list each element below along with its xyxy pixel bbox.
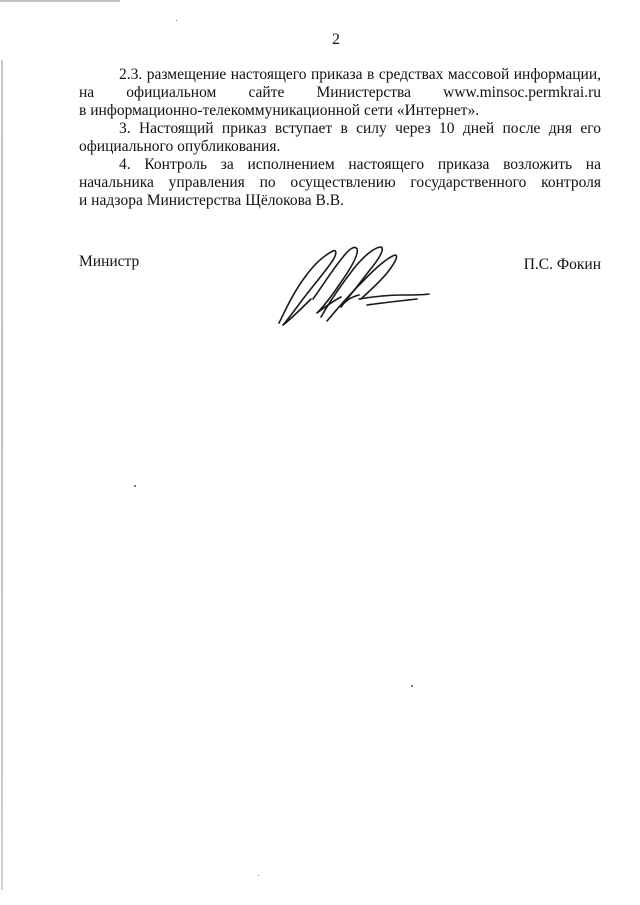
signer-title: Министр: [79, 253, 140, 270]
text-line: 4. Контроль за исполнением настоящего приказа возложить на: [119, 156, 601, 173]
document-body: [79, 66, 601, 210]
scan-speck: [411, 685, 413, 687]
scan-speck: [258, 875, 259, 876]
text-line: и надзора Министерства Щёлокова В.В.: [79, 192, 344, 209]
text-line: 3. Настоящий приказ вступает в силу через 10 дней после дня его: [119, 120, 601, 137]
paragraph-2-3: [79, 66, 601, 120]
text-line: официального опубликования.: [79, 138, 281, 155]
scan-edge-left: [1, 60, 3, 890]
paragraph-3: [79, 120, 601, 156]
page-number: 2: [332, 31, 340, 48]
scan-edge-top: [0, 0, 120, 2]
text-line: на официальном сайте Министерства www.minsoc.permkrai.ru: [79, 84, 601, 101]
signature-block: [79, 253, 601, 343]
text-line: в информационно-телекоммуникационной сети «Интернет».: [79, 102, 480, 119]
paragraph-4: [79, 156, 601, 210]
scan-speck: [176, 20, 177, 21]
text-line: 2.3. размещение настоящего приказа в средствах массовой информации,: [119, 66, 601, 83]
scan-speck: [134, 485, 136, 487]
handwritten-signature: [271, 241, 451, 341]
text-line: начальника управления по осуществлению государственного контроля: [79, 174, 601, 191]
signer-name: П.С. Фокин: [523, 256, 601, 273]
